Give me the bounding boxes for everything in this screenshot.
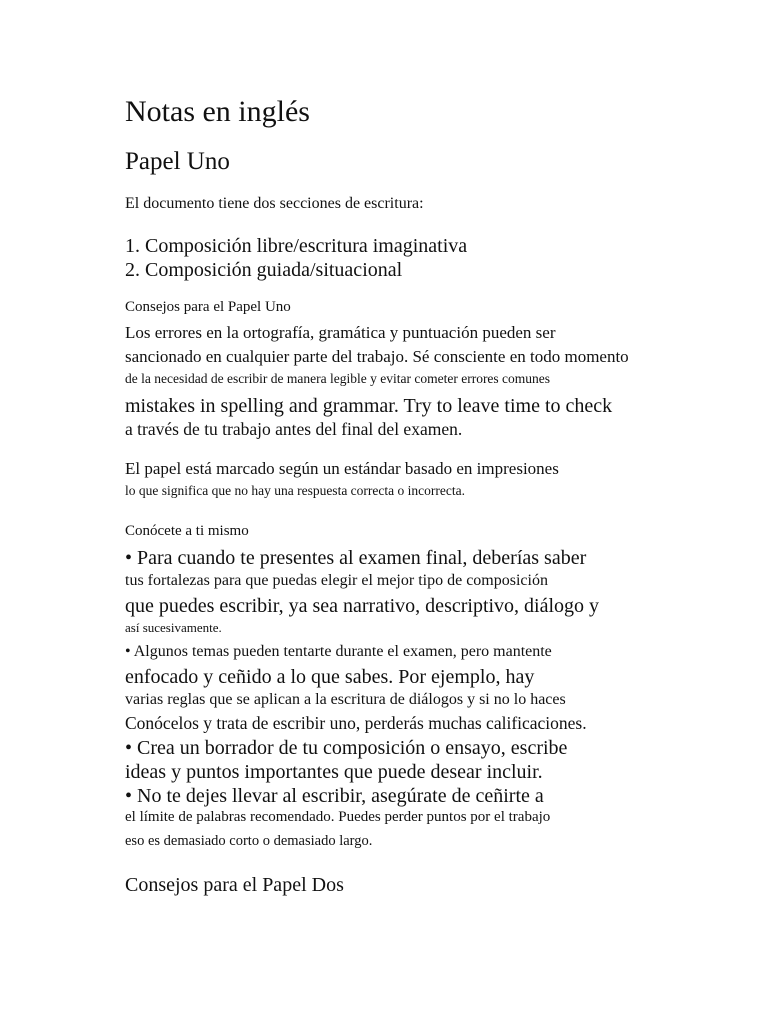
bullet-line: el límite de palabras recomendado. Puedes perder puntos por el trabajo (125, 809, 551, 825)
intro-paragraph: El documento tiene dos secciones de escritura: (125, 195, 424, 212)
bullet-line: • Crea un borrador de tu composición o ensayo, escribe (125, 737, 568, 759)
section-heading-papel-uno: Papel Uno (125, 148, 230, 175)
paragraph-line: de la necesidad de escribir de manera legible y evitar cometer errores comunes (125, 371, 551, 386)
bullet-line: varias reglas que se aplican a la escritura de diálogos y si no lo haces (125, 691, 566, 708)
bullet-line: enfocado y ceñido a lo que sabes. Por ejemplo, hay (125, 666, 535, 688)
bullet-line: • Algunos temas pueden tentarte durante el examen, pero mantente (125, 643, 552, 660)
paragraph-line: Los errores en la ortografía, gramática y puntuación pueden ser (125, 323, 556, 342)
bullet-line: Conócelos y trata de escribir uno, perderás muchas calificaciones. (125, 713, 587, 733)
paragraph-line: sancionado en cualquier parte del trabajo. Sé consciente en todo momento (125, 347, 629, 366)
bullet-line: así sucesivamente. (125, 620, 222, 635)
paragraph-line: mistakes in spelling and grammar. Try to leave time to check (125, 395, 613, 417)
marking-line: El papel está marcado según un estándar basado en impresiones (125, 459, 559, 478)
document-title: Notas en inglés (125, 95, 310, 128)
marking-line: lo que significa que no hay una respuesta correcta o incorrecta. (125, 483, 465, 498)
bullet-line: • Para cuando te presentes al examen final, deberías saber (125, 547, 587, 569)
tips-paper-one-heading: Consejos para el Papel Uno (125, 299, 291, 315)
tips-paper-two-heading: Consejos para el Papel Dos (125, 874, 344, 896)
bullet-line: tus fortalezas para que puedas elegir el mejor tipo de composición (125, 572, 548, 589)
bullet-line: • No te dejes llevar al escribir, asegúrate de ceñirte a (125, 785, 544, 807)
bullet-line: que puedes escribir, ya sea narrativo, descriptivo, diálogo y (125, 595, 600, 617)
know-yourself-heading: Conócete a ti mismo (125, 523, 249, 539)
bullet-line: eso es demasiado corto o demasiado largo. (125, 833, 373, 849)
sections-list-item: 2. Composición guiada/situacional (125, 259, 403, 281)
paragraph-line: a través de tu trabajo antes del final del examen. (125, 419, 463, 439)
bullet-line: ideas y puntos importantes que puede desear incluir. (125, 761, 543, 783)
sections-list-item: 1. Composición libre/escritura imaginativa (125, 235, 468, 257)
